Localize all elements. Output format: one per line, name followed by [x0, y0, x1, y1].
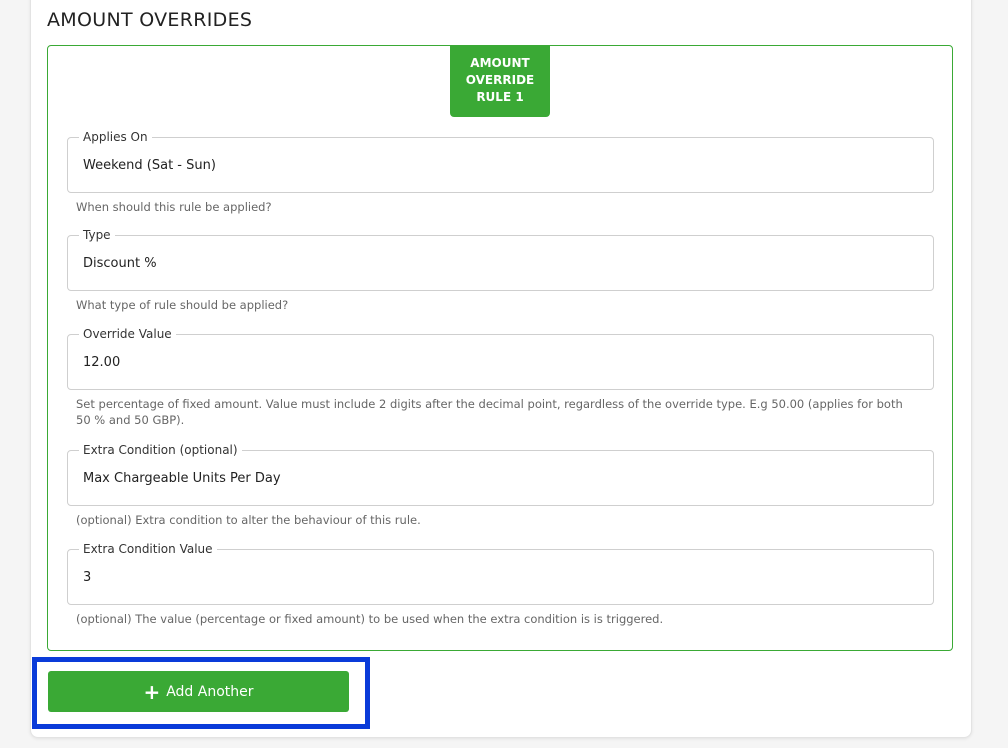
rule-badge: AMOUNT OVERRIDE RULE 1: [450, 45, 550, 117]
applies-on-field[interactable]: [67, 130, 934, 193]
add-another-label: Add Another: [166, 683, 254, 700]
add-another-button[interactable]: [48, 671, 349, 712]
extra-condition-value-field[interactable]: [67, 542, 934, 605]
plus-icon: +: [143, 679, 161, 704]
section-title: AMOUNT OVERRIDES: [47, 9, 253, 31]
amount-override-rule-box: [47, 45, 953, 651]
type-label: Type: [79, 227, 115, 243]
extra-condition-helper: (optional) Extra condition to alter the behaviour of this rule.: [76, 513, 421, 527]
override-value-label: Override Value: [79, 326, 176, 342]
applies-on-helper: When should this rule be applied?: [76, 200, 272, 214]
extra-condition-value-label: Extra Condition Value: [79, 541, 217, 557]
extra-condition-value-helper: (optional) The value (percentage or fixed amount) to be used when the extra condition is is triggered.: [76, 612, 664, 626]
override-value-value: 12.00: [83, 355, 121, 370]
type-value: Discount %: [83, 256, 157, 271]
applies-on-label: Applies On: [79, 129, 152, 145]
applies-on-value: Weekend (Sat - Sun): [83, 158, 216, 173]
type-field[interactable]: [67, 228, 934, 291]
override-value-field[interactable]: [67, 327, 934, 390]
extra-condition-field[interactable]: [67, 443, 934, 506]
extra-condition-value: Max Chargeable Units Per Day: [83, 471, 281, 486]
extra-condition-value-value: 3: [83, 570, 92, 585]
type-helper: What type of rule should be applied?: [76, 298, 289, 312]
extra-condition-label: Extra Condition (optional): [79, 442, 242, 458]
override-value-helper: Set percentage of fixed amount. Value must include 2 digits after the decimal point, regardless of the override type. E.g 50.00 (applies for both 50 % and 50 GBP).: [76, 397, 903, 427]
